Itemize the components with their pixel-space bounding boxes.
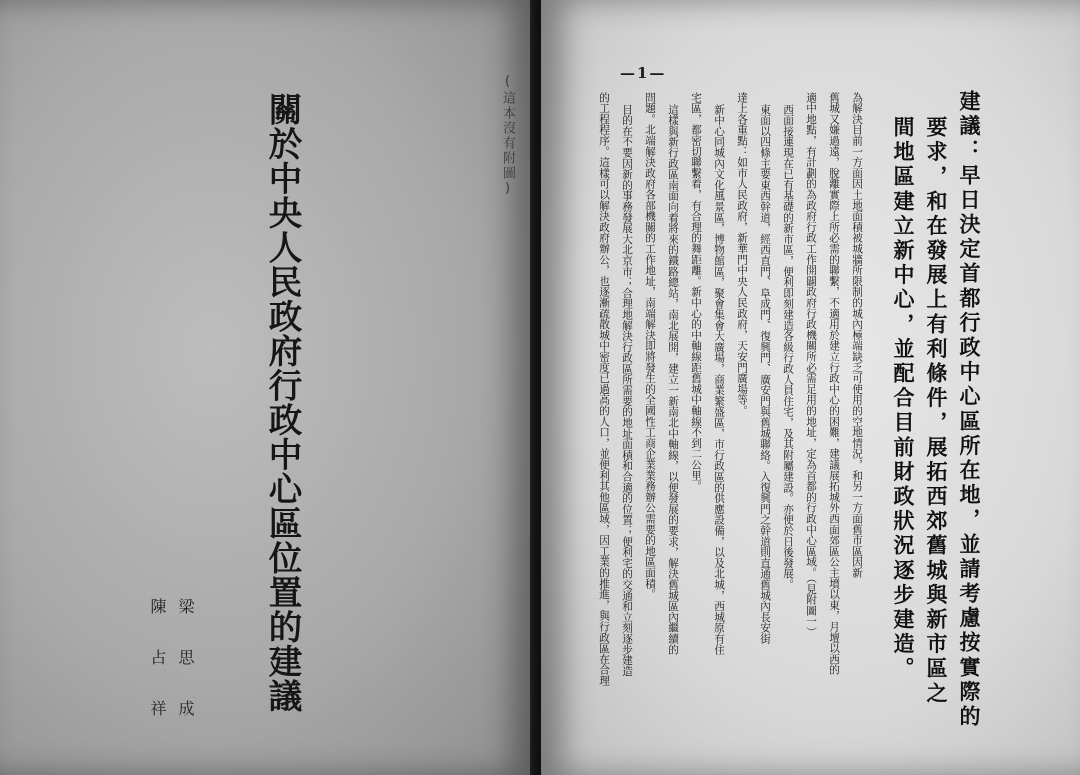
- body-column: 東面以四條主要東西幹道，經西直門、阜成門、復興門、廣安門與舊城聯絡。入復興門之幹道則直通舊城內長安街: [759, 104, 771, 644]
- body-column: 舊城又嫌過遠，脫離實際上所必需的聯繫，不適用於建立行政中心的困難，建議展拓城外西面郊區公主墳以東，月壇以西的: [828, 92, 840, 676]
- body-column: 宅區，都密切聯繫着，有合理的舞距離。新中心的中軸線距舊城中軸線不到二公里。: [690, 92, 702, 492]
- cover-page: [0, 0, 530, 775]
- heading-line-3: 間地區建立新中心，並配合目前財政狀況逐步建造。: [891, 116, 916, 682]
- cover-note: (這本沒有附圖): [500, 74, 515, 198]
- body-column: 西面接連現在已有基礎的新市區，便利即刻建造各級行政人員住宅，及其附屬建設。亦便於日後發展。: [782, 104, 794, 590]
- author-chen-zhanxiang: 陳 占 祥: [148, 598, 167, 724]
- cover-title: 關於中央人民政府行政中心區位置的建議: [263, 92, 302, 713]
- author-liang-sicheng: 梁 思 成: [176, 598, 195, 724]
- heading-line-2: 要求，和在發展上有利條件，展拓西郊舊城與新市區之: [924, 116, 949, 707]
- body-column: 達上各重點：如市人民政府，新華門中央人民政府，天安門廣場等。: [736, 92, 748, 416]
- body-column: 這樣與新行政區南面向着將來的鐵路總站，南北展開，建立一新南北中軸線，以便發展的要求，解決舊城區內繼續的: [667, 104, 679, 655]
- body-column: 目的在不要因新的事務發展大北京市；合理地解決行政區所需要的地址面積和合適的位置；便利宅的交通和立刻逐步建造: [621, 104, 633, 677]
- body-column: 問題。北端解決政府各部機關的工作地址，南端解決即將發生的全國性工商企業業務辦公需要的地區面積。: [644, 92, 656, 600]
- heading-line-1: 建議：早日決定首都行政中心區所在地，並請考慮按實際的: [957, 90, 982, 730]
- body-column: 的工程程序。這樣可以解決政府辦公，也逐漸疏散城中密度已過高的人口，並便利其他區域，因工業的推進，與行政區在合理: [598, 92, 610, 686]
- body-column: 新中心同城內文化風景區，博物館區，聚會集會大廣場，商業繁盛區，市行政區的供應設備，以及北城，西城原有住: [713, 104, 725, 655]
- page-number: —1—: [620, 64, 667, 82]
- body-column: 適中地點，有計劃的為政府行政工作開闢政府行政機關所必需足用的地址，定為首都的行政中心區域。（見附圖一）: [805, 92, 817, 638]
- body-column: 為解決目前一方面因土地面積被城牆所限制的城內極端缺乏可使用的空地情況，和另一方面舊市區因新: [851, 92, 863, 578]
